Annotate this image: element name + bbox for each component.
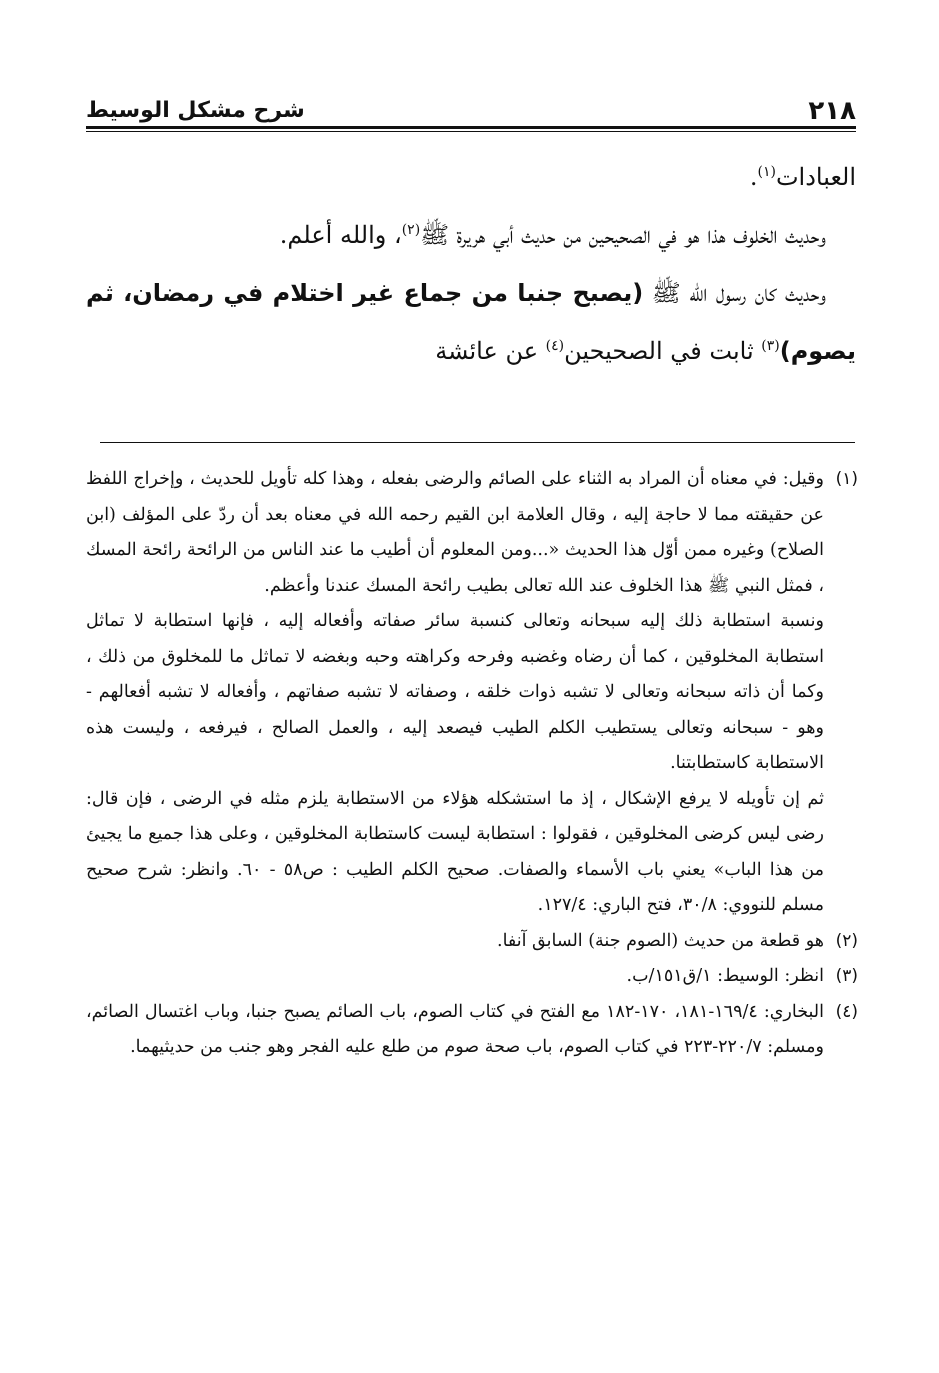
body-line-1-end: .	[749, 163, 758, 191]
header-rule-thin	[86, 131, 856, 132]
footnotes	[86, 462, 858, 1066]
body-paragraph-2-end: ، والله أعلم.	[279, 221, 402, 249]
footnote-paragraph: وقيل: في معناه أن المراد به الثناء على الصائم والرضى بفعله ، وهذا كله تأويل للحديث ، وإخراج اللفظ عن حقيقته مما لا حاجة إليه ، وقال العلامة ابن القيم رحمه الله في معناه بعد أن ردّ على المؤلف (ابن الصلاح) وغيره ممن أوّل هذا الحديث «...ومن المعلوم أن أطيب ما عند الناس من الرائحة رائحة المسك ، فمثل النبي ﷺ هذا الخلوف عند الله تعالى بطيب رائحة المسك عندنا وأعظم.	[86, 469, 824, 596]
footnote-body	[86, 959, 824, 995]
running-title: شرح مشكل الوسيط	[86, 98, 305, 123]
footnote-paragraph: ثم إن تأويله لا يرفع الإشكال ، إذ ما استشكله هؤلاء من الاستطابة يلزم مثله في الرضى ، فإن قال: رضى ليس كرضى المخلوقين ، فقولوا : استطابة ليست كاستطابة المخلوقين ، وعلى هذا جميع ما يجيئ من هذا الباب» يعني باب الأسماء والصفات. صحيح الكلم الطيب : ص٥٨ - ٦٠. وانظر: شرح صحيح مسلم للنووي: ٣٠/٨، فتح الباري: ١٢٧/٤.	[86, 788, 824, 915]
page-header	[86, 86, 856, 126]
footnote-paragraph: هو قطعة من حديث (الصوم جنة) السابق آنفا.	[497, 930, 824, 951]
footnote-ref-1: (١)	[757, 164, 776, 180]
footnote-body	[86, 462, 824, 924]
footnote-marker: (٣)	[835, 966, 858, 986]
footnote-paragraph: انظر: الوسيط: ١/ق١٥١/ب.	[626, 966, 824, 986]
body-line-1-text: العبادات	[775, 163, 856, 191]
footnote-ref-4: (٤)	[545, 338, 565, 354]
body-paragraph-2-text: وحديث الخلوف هذا هو في الصحيحين من حديث أبي هريرة ﷺ	[420, 221, 826, 249]
body-line-1	[86, 148, 856, 206]
footnote-1	[86, 462, 858, 924]
footnote-body	[86, 924, 824, 960]
footnote-marker: (٢)	[835, 930, 858, 951]
body-paragraph-3-mid: ثابت في الصحيحين	[564, 337, 762, 365]
hadith-quote: (يصبح جنبا من جماع غير اختلام في رمضان، ثم يصوم)	[86, 279, 856, 365]
footnote-ref-2: (٢)	[401, 222, 421, 238]
footnote-marker: (١)	[835, 469, 858, 489]
footnote-marker: (٤)	[835, 1001, 858, 1022]
body-paragraph-3	[86, 264, 856, 380]
footnote-ref-3: (٣)	[761, 338, 780, 354]
main-text	[86, 148, 856, 380]
footnote-4	[86, 995, 858, 1066]
body-paragraph-2	[86, 206, 856, 264]
footnote-paragraph: ونسبة استطابة ذلك إليه سبحانه وتعالى كنسبة سائر صفاته وأفعاله إليه ، فإنها استطابة لا تماثل استطابة المخلوقين ، كما أن رضاه وغضبه وفرحه وكراهته وحبه وبغضه لا تماثل ما للمخلوق من ذلك ، وكما أن ذاته سبحانه وتعالى لا تشبه ذوات خلقه ، وصفاته لا تشبه صفاتهم ، وأفعاله لا تشبه أفعالهم - وهو - سبحانه وتعالى يستطيب الكلم الطيب فيصعد إليه ، والعمل الصالح ، فيرفعه ، وليست هذه الاستطابة كاستطابتنا.	[86, 611, 824, 773]
footnote-body	[86, 995, 824, 1066]
footnote-3	[86, 959, 858, 995]
page-number: ٢١٨	[808, 96, 856, 126]
footnote-separator	[100, 442, 855, 443]
footnote-paragraph: البخاري: ١٦٩/٤-١٨١، ١٧٠-١٨٢ مع الفتح في كتاب الصوم، باب الصائم يصبح جنبا، وباب اغتسال الصائم، ومسلم: ٢٢٠/٧-٢٢٣ في كتاب الصوم، باب صحة صوم من طلع عليه الفجر وهو جنب من حديثيهما.	[86, 1001, 824, 1057]
body-paragraph-3-end: عن عائشة	[435, 337, 546, 365]
body-paragraph-3-start: وحديث كان رسول الله ﷺ	[643, 279, 826, 307]
header-rule-thick	[86, 126, 856, 129]
footnote-2	[86, 924, 858, 960]
